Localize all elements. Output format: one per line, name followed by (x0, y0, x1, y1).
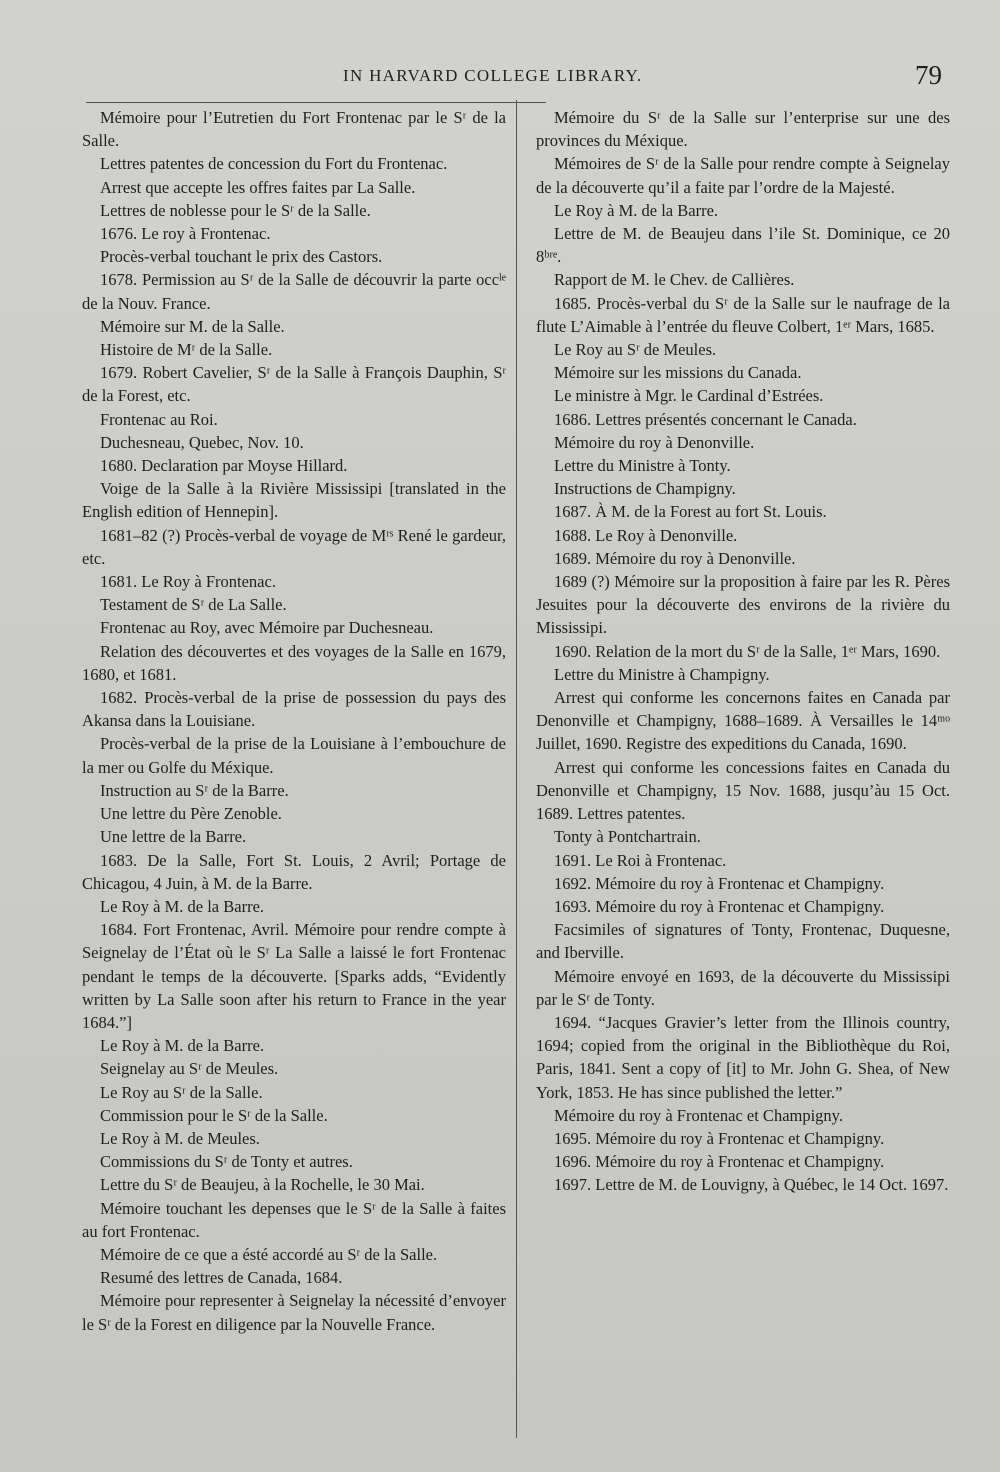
catalog-entry: Lettre du Sʳ de Beaujeu, à la Rochelle, le 30 Mai. (100, 1175, 425, 1195)
catalog-entry: 1695. Mémoire du roy à Frontenac et Champigny. (554, 1128, 885, 1148)
catalog-entry: Commission pour le Sʳ de la Salle. (100, 1105, 328, 1125)
left-column (82, 106, 506, 1336)
catalog-entry: Une lettre de la Barre. (100, 827, 247, 847)
catalog-entry: Relation des découvertes et des voyages de la Salle en 1679, 1680, et 1681. (82, 641, 506, 684)
catalog-entry: 1678. Permission au Sʳ de la Salle de découvrir la parte occˡᵉ de la Nouv. France. (82, 270, 506, 313)
catalog-entry: Arrest qui conforme les concessions faites en Canada du Denonville et Champigny, 15 Nov. 1688, jusqu’àu 15 Oct. 1689. Lettres patentes. (536, 757, 950, 824)
catalog-entry: Mémoire touchant les depenses que le Sʳ de la Salle à faites au fort Frontenac. (82, 1198, 506, 1241)
catalog-entry: Rapport de M. le Chev. de Callières. (554, 270, 795, 290)
header-rule (86, 102, 546, 103)
catalog-entry: Lettres patentes de concession du Fort du Frontenac. (100, 154, 448, 174)
running-head: IN HARVARD COLLEGE LIBRARY. (343, 66, 643, 85)
catalog-entry: Instructions de Champigny. (554, 479, 736, 499)
catalog-entry: Mémoire sur les missions du Canada. (554, 363, 802, 383)
catalog-entry: 1684. Fort Frontenac, Avril. Mémoire pour rendre compte à Seignelay de l’État où le Sʳ La Salle a laissé le fort Frontenac pendant le temps de la découverte. [Sparks adds, “Evidently written by La Salle soon after his return to France in the year 1684.”] (82, 920, 506, 1032)
right-column (536, 106, 950, 1197)
catalog-entry: Le Roy à M. de Meules. (100, 1128, 260, 1148)
catalog-entry: Lettre du Ministre à Tonty. (554, 456, 731, 476)
catalog-entry: Mémoire du roy à Denonville. (554, 432, 755, 452)
catalog-entry: 1697. Lettre de M. de Louvigny, à Québec, le 14 Oct. 1697. (554, 1175, 949, 1195)
catalog-entry: Resumé des lettres de Canada, 1684. (100, 1268, 343, 1288)
catalog-entry: Le ministre à Mgr. le Cardinal d’Estrées. (554, 386, 824, 406)
catalog-entry: Le Roy à M. de la Barre. (554, 200, 719, 220)
catalog-entry: Mémoire sur M. de la Salle. (100, 316, 285, 336)
catalog-entry: Le Roy à M. de la Barre. (100, 896, 265, 916)
page-header (0, 62, 1000, 94)
catalog-entry: Lettre de M. de Beaujeu dans l’ile St. Dominique, ce 20 8ᵇʳᵉ. (536, 224, 950, 267)
catalog-entry: Tonty à Pontchartrain. (554, 827, 701, 847)
catalog-entry: 1689 (?) Mémoire sur la proposition à faire par les R. Pères Jesuites pour la découverte des environs de la rivière du Mississipi. (536, 572, 950, 638)
catalog-entry: Lettres de noblesse pour le Sʳ de la Salle. (100, 200, 371, 220)
catalog-entry: 1682. Procès-verbal de la prise de possession du pays des Akansa dans la Louisiane. (82, 688, 506, 731)
catalog-entry: 1685. Procès-verbal du Sʳ de la Salle sur le naufrage de la flute L’Aimable à l’entrée du fleuve Colbert, 1ᵉʳ Mars, 1685. (536, 293, 950, 336)
catalog-entry: 1692. Mémoire du roy à Frontenac et Champigny. (554, 873, 885, 893)
catalog-entry: Le Roy au Sʳ de Meules. (554, 340, 717, 360)
catalog-entry: 1696. Mémoire du roy à Frontenac et Champigny. (554, 1152, 885, 1172)
catalog-entry: Arrest que accepte les offres faites par La Salle. (100, 177, 416, 197)
catalog-entry: 1680. Declaration par Moyse Hillard. (100, 456, 348, 476)
catalog-entry: Mémoires de Sʳ de la Salle pour rendre compte à Seignelay de la découverte qu’il a faite par l’ordre de la Majesté. (536, 154, 950, 197)
page-number: 79 (915, 60, 942, 90)
catalog-entry: Histoire de Mʳ de la Salle. (100, 340, 273, 360)
catalog-entry: Une lettre du Père Zenoble. (100, 804, 282, 824)
column-divider (516, 100, 517, 1438)
catalog-entry: 1690. Relation de la mort du Sʳ de la Salle, 1ᵉʳ Mars, 1690. (554, 641, 941, 661)
catalog-entry: Procès-verbal touchant le prix des Castors. (100, 247, 383, 267)
catalog-entry: 1687. À M. de la Forest au fort St. Louis. (554, 502, 827, 522)
catalog-entry: 1686. Lettres présentés concernant le Canada. (554, 409, 857, 429)
catalog-entry: Le Roy à M. de la Barre. (100, 1036, 265, 1056)
catalog-entry: Voige de la Salle à la Rivière Mississipi [translated in the English edition of Hennepin]. (82, 479, 506, 522)
catalog-entry: Seignelay au Sʳ de Meules. (100, 1059, 279, 1079)
catalog-entry: Arrest qui conforme les concernons faites en Canada par Denonville et Champigny, 1688–1689. À Versailles le 14ᵐᵒ Juillet, 1690. Registre des expeditions du Canada, 1690. (536, 688, 950, 754)
catalog-entry: Frontenac au Roi. (100, 409, 218, 429)
catalog-entry: 1681. Le Roy à Frontenac. (100, 572, 276, 592)
catalog-entry: Instruction au Sʳ de la Barre. (100, 780, 289, 800)
catalog-entry: Facsimiles of signatures of Tonty, Frontenac, Duquesne, and Iberville. (536, 920, 950, 963)
catalog-entry: Mémoire du roy à Frontenac et Champigny. (554, 1105, 843, 1125)
catalog-entry: 1688. Le Roy à Denonville. (554, 525, 738, 545)
catalog-entry: 1694. “Jacques Gravier’s letter from the Illinois country, 1694; copied from the original in the Bibliothèque du Roi, Paris, 1841. Sent a copy of [it] to Mr. John G. Shea, of New York, 1853. He has since published the letter.” (536, 1012, 950, 1102)
catalog-entry: Lettre du Ministre à Champigny. (554, 664, 770, 684)
catalog-entry: Mémoire pour l’Eutretien du Fort Frontenac par le Sʳ de la Salle. (82, 108, 506, 151)
catalog-entry: 1683. De la Salle, Fort St. Louis, 2 Avril; Portage de Chicagou, 4 Juin, à M. de la Barre. (82, 850, 506, 893)
catalog-entry: 1691. Le Roi à Frontenac. (554, 850, 727, 870)
catalog-entry: Testament de Sʳ de La Salle. (100, 595, 287, 615)
catalog-entry: 1689. Mémoire du roy à Denonville. (554, 548, 796, 568)
catalog-entry: Procès-verbal de la prise de la Louisiane à l’embouchure de la mer ou Golfe du Méxique. (82, 734, 506, 777)
catalog-entry: Mémoire pour representer à Seignelay la nécessité d’envoyer le Sʳ de la Forest en diligence par la Nouvelle France. (82, 1291, 506, 1334)
catalog-entry: Mémoire de ce que a ésté accordé au Sʳ de la Salle. (100, 1244, 438, 1264)
catalog-entry: Commissions du Sʳ de Tonty et autres. (100, 1152, 353, 1172)
catalog-entry: 1681–82 (?) Procès-verbal de voyage de Mʳˢ René le gardeur, etc. (82, 525, 506, 568)
catalog-entry: Duchesneau, Quebec, Nov. 10. (100, 432, 304, 452)
catalog-entry: Frontenac au Roy, avec Mémoire par Duchesneau. (100, 618, 434, 638)
catalog-entry: Le Roy au Sʳ de la Salle. (100, 1082, 263, 1102)
catalog-entry: 1676. Le roy à Frontenac. (100, 224, 271, 244)
catalog-entry: 1679. Robert Cavelier, Sʳ de la Salle à François Dauphin, Sʳ de la Forest, etc. (82, 363, 506, 406)
catalog-entry: Mémoire du Sʳ de la Salle sur l’enterprise sur une des provinces du Méxique. (536, 108, 950, 151)
catalog-entry: Mémoire envoyé en 1693, de la découverte du Mississipi par le Sʳ de Tonty. (536, 966, 950, 1009)
catalog-entry: 1693. Mémoire du roy à Frontenac et Champigny. (554, 896, 885, 916)
